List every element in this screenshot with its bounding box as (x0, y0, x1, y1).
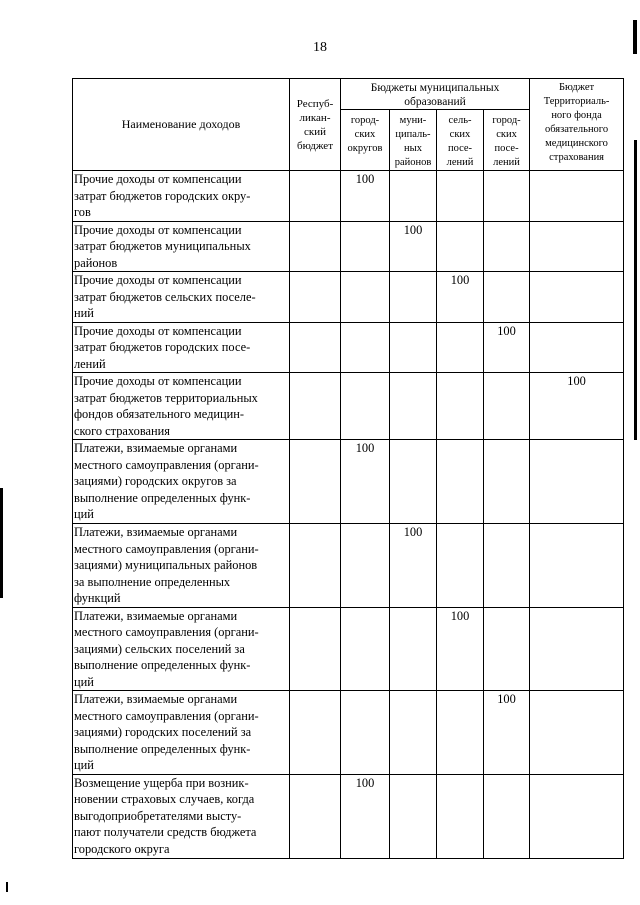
value-republic (290, 607, 341, 691)
revenue-name: Прочие доходы от компенсации затрат бюджетов городских посе- лений (73, 322, 290, 373)
table-row (73, 272, 624, 323)
value-urban-districts (341, 524, 390, 608)
value-rural-settlements (437, 322, 484, 373)
revenue-name: Возмещение ущерба при возник- новении страховых случаев, когда выгодоприобретателями высту- пают получатели средств бюджета городского округа (73, 774, 290, 858)
value-territorial-fund (530, 774, 624, 858)
header-municipal-budgets: Бюджеты муниципальных образований (341, 79, 530, 110)
value-urban-settlements (484, 373, 530, 440)
scan-mark-top-right (633, 20, 637, 54)
value-rural-settlements (437, 171, 484, 222)
value-municipal-districts (390, 691, 437, 775)
value-territorial-fund (530, 691, 624, 775)
value-urban-districts: 100 (341, 774, 390, 858)
value-territorial-fund (530, 221, 624, 272)
header-rural-settlements: сель- ских посе- лений (437, 110, 484, 171)
header-revenue-name: Наименование доходов (73, 79, 290, 171)
value-urban-settlements (484, 607, 530, 691)
value-municipal-districts (390, 607, 437, 691)
value-rural-settlements (437, 440, 484, 524)
value-republic (290, 322, 341, 373)
table-row (73, 607, 624, 691)
revenue-name: Платежи, взимаемые органами местного самоуправления (органи- зациями) городских поселений за выполнение определенных функ- ций (73, 691, 290, 775)
value-territorial-fund (530, 440, 624, 524)
value-rural-settlements (437, 373, 484, 440)
value-urban-districts (341, 607, 390, 691)
value-urban-districts (341, 373, 390, 440)
revenue-name: Прочие доходы от компенсации затрат бюджетов сельских поселе- ний (73, 272, 290, 323)
table-row (73, 171, 624, 222)
value-urban-settlements: 100 (484, 322, 530, 373)
table-row (73, 221, 624, 272)
value-urban-districts (341, 691, 390, 775)
header-urban-settlements: город- ских посе- лений (484, 110, 530, 171)
value-urban-settlements (484, 221, 530, 272)
value-rural-settlements (437, 691, 484, 775)
revenue-distribution-table (72, 78, 624, 859)
value-urban-settlements (484, 440, 530, 524)
value-municipal-districts (390, 774, 437, 858)
revenue-name: Платежи, взимаемые органами местного самоуправления (органи- зациями) муниципальных районов за выполнение определенных функций (73, 524, 290, 608)
value-rural-settlements: 100 (437, 272, 484, 323)
value-territorial-fund (530, 607, 624, 691)
table-row (73, 774, 624, 858)
value-urban-settlements (484, 272, 530, 323)
value-urban-districts: 100 (341, 171, 390, 222)
revenue-name: Прочие доходы от компенсации затрат бюджетов городских окру- гов (73, 171, 290, 222)
value-rural-settlements (437, 221, 484, 272)
value-republic (290, 373, 341, 440)
value-rural-settlements: 100 (437, 607, 484, 691)
value-municipal-districts (390, 440, 437, 524)
value-urban-districts (341, 272, 390, 323)
table-row (73, 691, 624, 775)
value-republic (290, 440, 341, 524)
value-municipal-districts (390, 373, 437, 440)
value-republic (290, 221, 341, 272)
value-municipal-districts: 100 (390, 524, 437, 608)
value-rural-settlements (437, 774, 484, 858)
value-urban-settlements (484, 171, 530, 222)
revenue-name: Прочие доходы от компенсации затрат бюджетов территориальных фондов обязательного медицин- ского страхования (73, 373, 290, 440)
table-row (73, 440, 624, 524)
value-rural-settlements (437, 524, 484, 608)
value-territorial-fund (530, 524, 624, 608)
value-urban-settlements: 100 (484, 691, 530, 775)
value-urban-settlements (484, 524, 530, 608)
value-urban-districts: 100 (341, 440, 390, 524)
value-municipal-districts (390, 272, 437, 323)
scan-mark-bottom-left (6, 882, 8, 892)
value-territorial-fund (530, 171, 624, 222)
table-row (73, 373, 624, 440)
value-municipal-districts (390, 171, 437, 222)
value-municipal-districts (390, 322, 437, 373)
value-republic (290, 691, 341, 775)
value-territorial-fund (530, 272, 624, 323)
revenue-name: Прочие доходы от компенсации затрат бюджетов муниципальных районов (73, 221, 290, 272)
value-urban-districts (341, 221, 390, 272)
value-territorial-fund: 100 (530, 373, 624, 440)
value-republic (290, 524, 341, 608)
header-republic-budget: Респуб- ликан- ский бюджет (290, 79, 341, 171)
table-row (73, 322, 624, 373)
revenue-name: Платежи, взимаемые органами местного самоуправления (органи- зациями) сельских поселений за выполнение определенных функ- ций (73, 607, 290, 691)
value-republic (290, 171, 341, 222)
header-urban-districts: город- ских округов (341, 110, 390, 171)
value-republic (290, 774, 341, 858)
revenue-name: Платежи, взимаемые органами местного самоуправления (органи- зациями) городских округов за выполнение определенных функ- ций (73, 440, 290, 524)
header-municipal-districts: муни- ципаль- ных районов (390, 110, 437, 171)
header-territorial-fund: Бюджет Территориаль- ного фонда обязательного медицинского страхования (530, 79, 624, 171)
value-municipal-districts: 100 (390, 221, 437, 272)
page-number: 18 (313, 40, 327, 55)
value-urban-districts (341, 322, 390, 373)
value-territorial-fund (530, 322, 624, 373)
table-row (73, 524, 624, 608)
value-republic (290, 272, 341, 323)
value-urban-settlements (484, 774, 530, 858)
scan-mark-left (0, 488, 3, 598)
scan-mark-right (634, 140, 637, 440)
